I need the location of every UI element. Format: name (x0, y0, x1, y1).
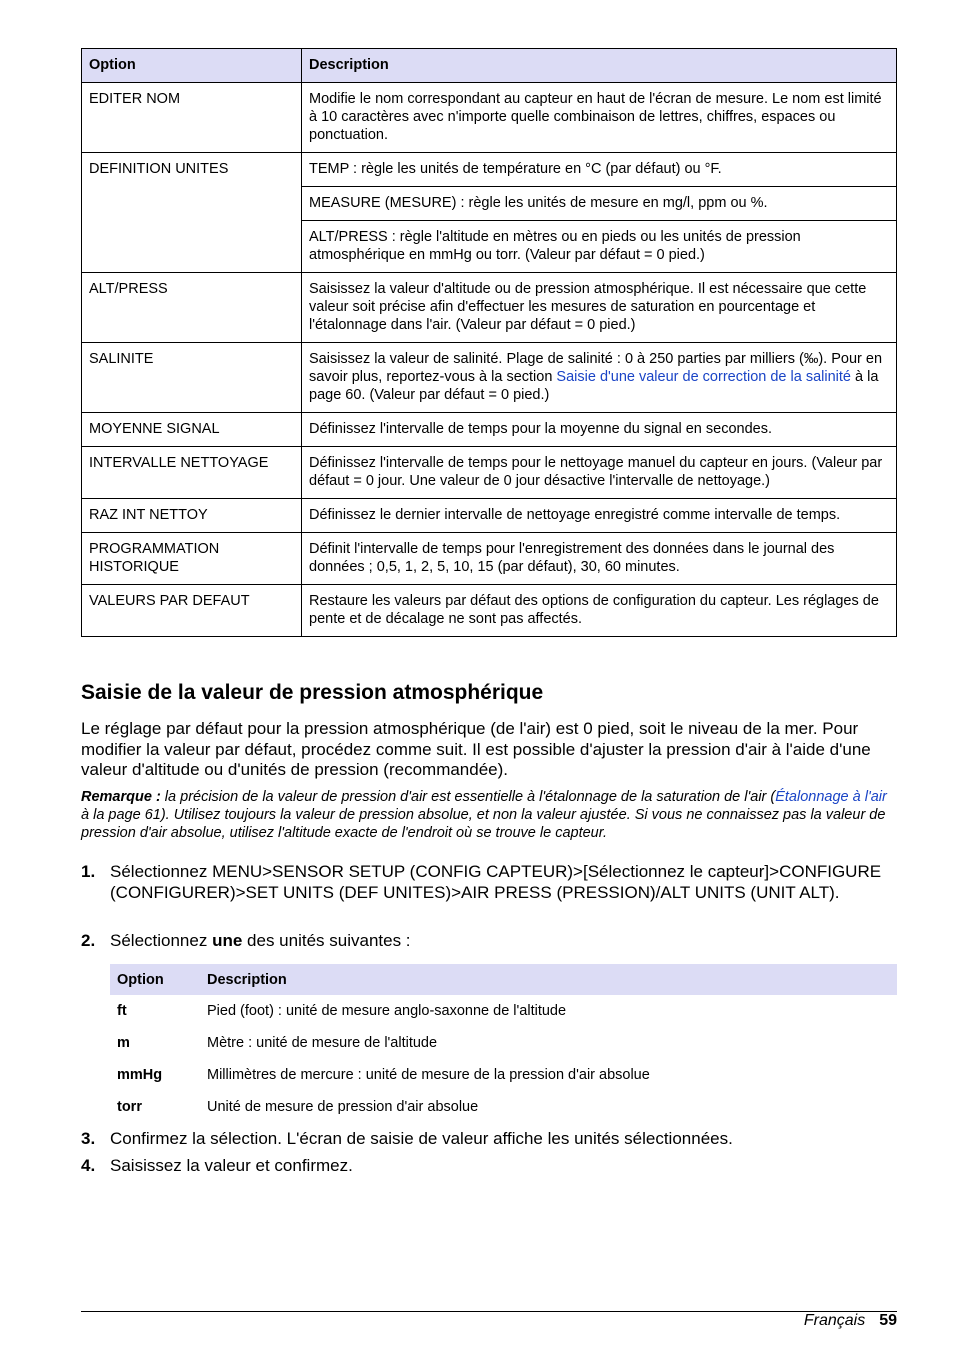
units-header-description: Description (200, 964, 897, 995)
description-cell: Restaure les valeurs par défaut des options de configuration du capteur. Les réglages de pente et de décalage ne sont pas affectés. (302, 585, 897, 637)
option-cell: EDITER NOM (82, 83, 302, 153)
table-row (82, 499, 897, 533)
step2-pre: Sélectionnez (110, 931, 213, 950)
units-header-row (110, 964, 897, 995)
unit-option: ft (117, 1003, 127, 1019)
option-cell: MOYENNE SIGNAL (82, 413, 302, 447)
table-row (82, 533, 897, 585)
step-text (110, 931, 897, 952)
table-row (82, 343, 897, 413)
table-row (110, 1059, 897, 1091)
table-row (110, 1027, 897, 1059)
unit-option: torr (117, 1099, 142, 1115)
calibration-link[interactable]: Étalonnage à l'air (775, 789, 887, 805)
salinite-desc-pre: Saisissez la valeur de salinité. Plage de salinité : 0 à 250 parties par milliers (‰). Pour en savoir plus, reportez-vous à la section (309, 351, 883, 385)
table-row (82, 83, 897, 153)
option-cell: INTERVALLE NETTOYAGE (82, 447, 302, 499)
description-cell: ALT/PRESS : règle l'altitude en mètres ou en pieds ou les unités de pression atmosphérique en mmHg ou torr. (Valeur par défaut = 0 pied.) (302, 221, 897, 273)
table-row (110, 995, 897, 1027)
step-number: 1. (81, 862, 96, 881)
step-4 (81, 1156, 897, 1177)
unit-description: Mètre : unité de mesure de l'altitude (207, 1035, 438, 1051)
step2-post: des unités suivantes : (242, 931, 411, 950)
unit-description: Millimètres de mercure : unité de mesure de la pression d'air absolue (207, 1067, 650, 1083)
step-number: 2. (81, 931, 96, 950)
description-cell: Définissez le dernier intervalle de nettoyage enregistré comme intervalle de temps. (302, 499, 897, 533)
options-table-container (81, 48, 897, 637)
description-cell: Définissez l'intervalle de temps pour la moyenne du signal en secondes. (302, 413, 897, 447)
intro-paragraph: Le réglage par défaut pour la pression atmosphérique (de l'air) est 0 pied, soit le niveau de la mer. Pour modifier la valeur par défaut, procédez comme suit. Il est possible d'ajuster la pression d'air à l'aide d'une valeur d'altitude ou d'unités de pression (recommandée). (81, 719, 871, 779)
note-paragraph (81, 788, 897, 842)
step2-bold: une (212, 931, 243, 950)
table-row (82, 153, 897, 187)
description-cell: TEMP : règle les unités de température en °C (par défaut) ou °F. (302, 153, 897, 187)
description-cell: Définissez l'intervalle de temps pour le nettoyage manuel du capteur en jours. (Valeur par défaut = 0 jour. Une valeur de 0 jour désactive l'intervalle de nettoyage.) (302, 447, 897, 499)
description-cell: MEASURE (MESURE) : règle les unités de mesure en mg/l, ppm ou %. (302, 187, 897, 221)
unit-option: mmHg (117, 1067, 163, 1083)
section-title: Saisie de la valeur de pression atmosphérique (81, 681, 544, 704)
unit-description: Unité de mesure de pression d'air absolue (207, 1099, 479, 1115)
step-text: Sélectionnez MENU>SENSOR SETUP (CONFIG CAPTEUR)>[Sélectionnez le capteur]>CONFIGURE (CONFIGURER)>SET UNITS (DEF UNITES)>AIR PRESS (PRESSION)/ALT UNITS (UNIT ALT). (110, 862, 882, 902)
option-cell (82, 533, 302, 585)
footer-language: Français (803, 1312, 866, 1329)
note-post: à la page 61). Utilisez toujours la valeur de pression absolue, et non la valeur ajustée. Si vous ne connaissez pas la valeur de pression d'air absolue, utilisez l'altitude exacte de l'endroit où se trouve le capteur. (81, 807, 886, 841)
step-text: Saisissez la valeur et confirmez. (110, 1156, 353, 1175)
description-cell: Définit l'intervalle de temps pour l'enregistrement des données dans le journal des données ; 0,5, 1, 2, 5, 10, 15 (par défaut), 30, 60 minutes. (302, 533, 897, 585)
table-row (82, 447, 897, 499)
description-cell: Saisissez la valeur d'altitude ou de pression atmosphérique. Il est nécessaire que cette valeur soit précise afin d'effectuer les mesures de saturation en pourcentage et l'étalonnage dans l'air. (Valeur par défaut = 0 pied.) (302, 273, 897, 343)
header-description: Description (302, 49, 897, 83)
option-cell: RAZ INT NETTOY (82, 499, 302, 533)
table-header-row (82, 49, 897, 83)
option-cell: VALEURS PAR DEFAUT (82, 585, 302, 637)
step-number: 4. (81, 1156, 96, 1175)
step-1 (81, 862, 897, 903)
description-cell: Modifie le nom correspondant au capteur en haut de l'écran de mesure. Le nom est limité à 10 caractères avec n'importe quelle combinaison de lettres, chiffres, espaces ou ponctuation. (302, 83, 897, 153)
table-row (82, 585, 897, 637)
step-number: 3. (81, 1129, 96, 1148)
unit-description: Pied (foot) : unité de mesure anglo-saxonne de l'altitude (207, 1003, 567, 1019)
page-number: 59 (879, 1312, 897, 1329)
footer-divider (81, 1311, 897, 1312)
header-option: Option (82, 49, 302, 83)
note-label: Remarque : (81, 789, 161, 805)
salinity-section-link[interactable]: Saisie d'une valeur de correction de la salinité (556, 369, 851, 385)
table-row (82, 413, 897, 447)
step-text: Confirmez la sélection. L'écran de saisie de valeur affiche les unités sélectionnées. (110, 1129, 733, 1148)
table-row (82, 273, 897, 343)
options-table (81, 48, 897, 637)
units-table (110, 964, 897, 1123)
units-header-option: Option (110, 964, 200, 995)
option-line1: PROGRAMMATION (89, 541, 220, 557)
note-pre: la précision de la valeur de pression d'air est essentielle à l'étalonnage de la saturation de l'air ( (160, 789, 776, 805)
option-cell: DEFINITION UNITES (82, 153, 302, 273)
option-line2: HISTORIQUE (89, 559, 179, 575)
option-cell: SALINITE (82, 343, 302, 413)
step-3 (81, 1129, 897, 1150)
table-row (110, 1091, 897, 1123)
step-2 (81, 931, 897, 952)
salinite-desc-post: à la page 60. (Valeur par défaut = 0 pied.) (309, 369, 879, 403)
unit-option: m (117, 1035, 130, 1051)
page-footer (804, 1312, 897, 1330)
option-cell: ALT/PRESS (82, 273, 302, 343)
description-cell (302, 343, 897, 413)
